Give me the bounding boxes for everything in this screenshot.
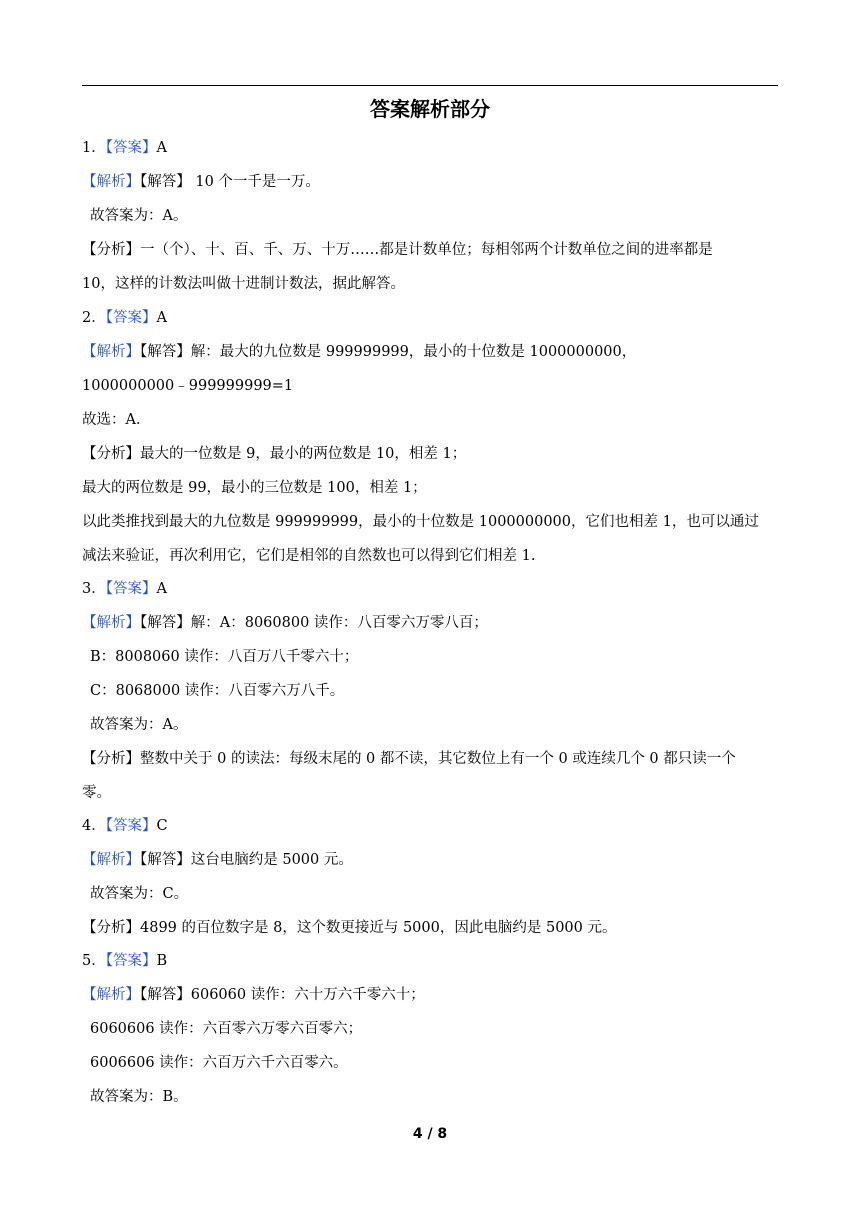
q1-answer: A (156, 140, 167, 156)
q4-answer: C (156, 818, 168, 834)
q1-jieda: 【解答】 10 个一千是一万。 (140, 174, 320, 190)
q5-jiexi-line (82, 984, 425, 1006)
q2-fenxi-line-2: 最大的两位数是 99，最小的三位数是 100，相差 1； (82, 480, 427, 496)
q5-number: 5． (82, 953, 106, 969)
q1-fenxi-line-1: 【分析】一（个）、十、百、千、万、十万……都是计数单位；每相邻两个计数单位之间的进率都是 (82, 242, 713, 258)
q1-answer-tag: 【答案】 (105, 140, 157, 156)
q2-calc: 1000000000﹣999999999=1 (82, 378, 294, 394)
q4-fenxi-line-1: 【分析】4899 的百位数字是 8，这个数更接近与 5000，因此电脑约是 5000 元。 (82, 920, 617, 936)
q5-answer: B (156, 953, 168, 969)
q3-answer-tag: 【答案】 (105, 581, 157, 597)
q4-answer-line (82, 815, 168, 837)
q4-jieda: 【解答】这台电脑约是 5000 元。 (140, 852, 353, 868)
q1-conclusion: 故答案为：A。 (90, 208, 188, 224)
q5-line-2: 6060606 读作：六百零六万零六百零六； (90, 1021, 363, 1037)
page-number: 4 / 8 (412, 1126, 448, 1142)
q2-jieda: 【解答】解：最大的九位数是 999999999，最小的十位数是 1000000000， (140, 344, 637, 360)
q4-number: 4． (82, 818, 106, 834)
q3-line-c: C：8068000 读作：八百零六万八千。 (90, 683, 345, 699)
q3-answer: A (156, 581, 167, 597)
q2-fenxi-line-4: 减法来验证，再次利用它，它们是相邻的自然数也可以得到它们相差 1. (82, 548, 536, 564)
q3-jieda: 【解答】解：A：8060800 读作：八百零六万零八百； (140, 615, 488, 631)
q2-answer-line (82, 307, 167, 329)
q4-conclusion: 故答案为：C。 (90, 886, 189, 902)
q4-jiexi-tag: 【解析】 (82, 852, 140, 868)
q2-number: 2． (82, 310, 106, 326)
q5-line-3: 6006606 读作：六百万六千六百零六。 (90, 1055, 348, 1071)
q3-fenxi-line-2: 零。 (82, 785, 111, 801)
q3-number: 3． (82, 581, 106, 597)
q2-jiexi-line (82, 341, 636, 363)
q3-conclusion: 故答案为：A。 (90, 717, 188, 733)
q5-jieda: 【解答】606060 读作：六十万六千零六十； (140, 987, 425, 1003)
q2-jiexi-tag: 【解析】 (82, 344, 140, 360)
q2-answer: A (156, 310, 167, 326)
q3-fenxi-line-1: 【分析】整数中关于 0 的读法：每级末尾的 0 都不读，其它数位上有一个 0 或连续几个 0 都只读一个 (82, 751, 736, 767)
q1-jiexi-tag: 【解析】 (82, 174, 140, 190)
q3-jiexi-line (82, 612, 488, 634)
q5-answer-line (82, 950, 167, 972)
q1-fenxi-line-2: 10，这样的计数法叫做十进制计数法，据此解答。 (82, 276, 405, 292)
q2-conclusion: 故选：A． (82, 412, 151, 428)
page-title: 答案解析部分 (370, 97, 490, 121)
q1-number: 1． (82, 140, 106, 156)
q3-jiexi-tag: 【解析】 (82, 615, 140, 631)
header-rule (82, 85, 778, 86)
q2-fenxi-line-1: 【分析】最大的一位数是 9，最小的两位数是 10，相差 1； (82, 446, 467, 462)
q1-answer-line (82, 137, 167, 159)
q5-jiexi-tag: 【解析】 (82, 987, 140, 1003)
q4-answer-tag: 【答案】 (105, 818, 157, 834)
q2-answer-tag: 【答案】 (105, 310, 157, 326)
q2-fenxi-line-3: 以此类推找到最大的九位数是 999999999，最小的十位数是 1000000000，它们也相差 1，也可以通过 (82, 514, 759, 530)
q5-conclusion: 故答案为：B。 (90, 1089, 188, 1105)
q3-answer-line (82, 578, 167, 600)
q4-jiexi-line (82, 849, 353, 871)
q1-jiexi-line (82, 171, 320, 193)
q3-line-b: B：8008060 读作：八百万八千零六十； (90, 649, 359, 665)
q5-answer-tag: 【答案】 (105, 953, 157, 969)
